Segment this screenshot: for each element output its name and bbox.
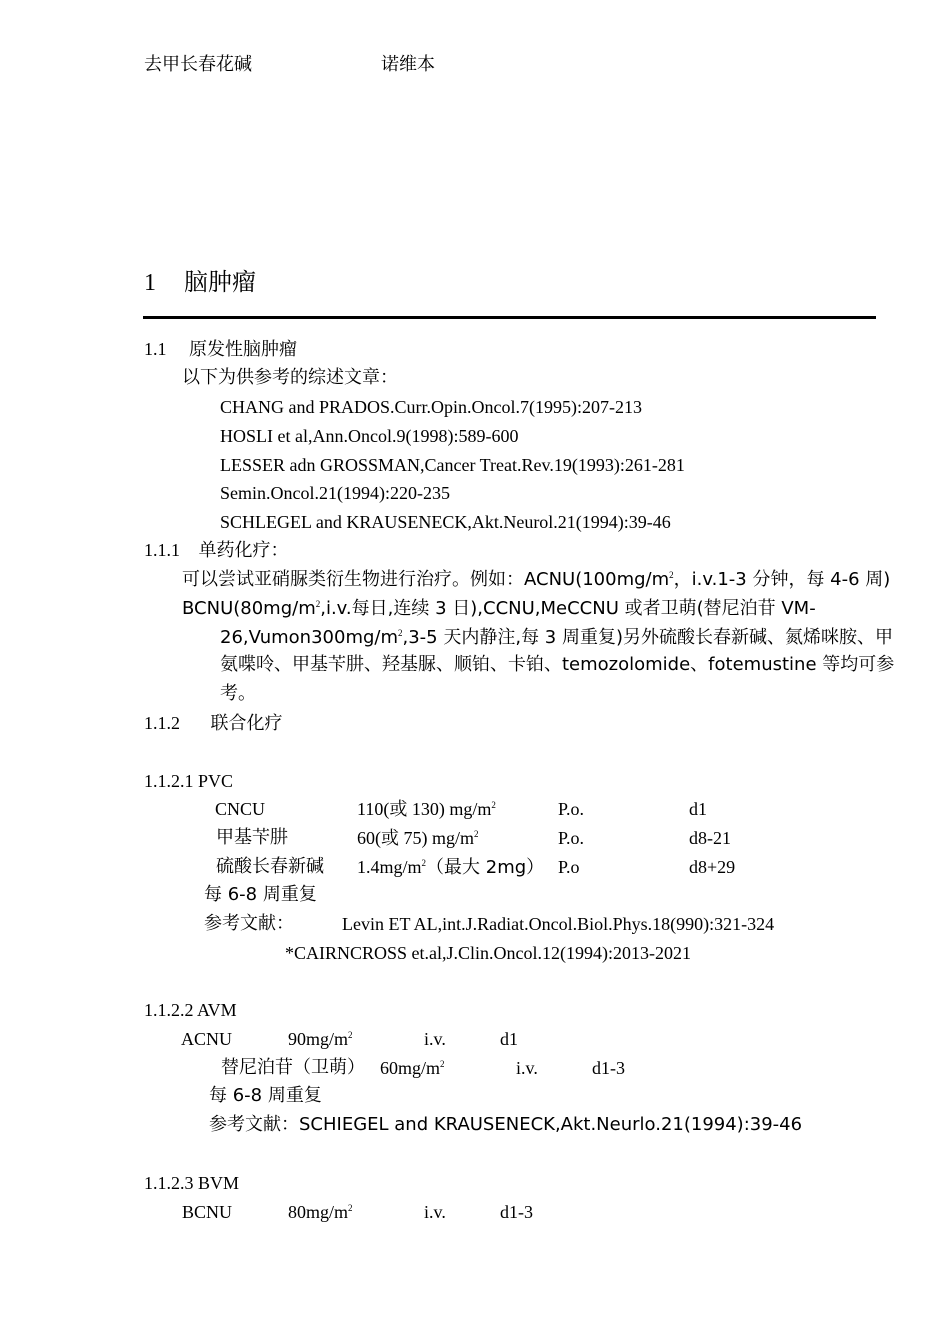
regimen-drug: BCNU [182,1202,233,1222]
single-agent-text-line: 氨喋呤、甲基苄肼、羟基脲、顺铂、卡铂、temozolomide、fotemustine 等均可参 [220,654,895,675]
heading-rule [143,316,876,319]
section-1-1-heading [144,337,297,362]
regimen-day: d8-21 [689,828,731,848]
regimen-ref: *CAIRNCROSS et.al,J.Clin.Oncol.12(1994):2013-2021 [285,943,692,963]
regimen-avm-heading: 1.1.2.2 AVM [144,1000,237,1020]
regimen-route: i.v. [516,1058,538,1078]
regimen-bvm-heading: 1.1.2.3 BVM [144,1173,240,1193]
header-right: 诺维本 [381,54,435,75]
regimen-drug: 硫酸长春新碱 [216,856,324,877]
regimen-route: i.v. [424,1029,446,1049]
regimen-drug: 替尼泊苷（卫萌） [221,1057,365,1078]
single-agent-text-line: 考。 [220,683,256,704]
section-1-1-1-heading [144,538,289,563]
chapter-number: 1 [144,270,156,296]
reference-item: Semin.Oncol.21(1994):220-235 [220,483,450,503]
regimen-dose: 60(或 75) $mg/m^2$ [357,828,479,848]
regimen-dose: $60mg/m^2$ [380,1058,445,1078]
single-agent-text-line: 可以尝试亚硝脲类衍生物进行治疗。例如：$ACNU(100mg/m^2$，i.v.1-3 分钟，每 4-6 周) [182,569,891,590]
chapter-title: 脑肿瘤 [184,268,256,296]
regimen-drug: 甲基苄肼 [216,827,288,848]
regimen-drug: ACNU [181,1029,233,1049]
regimen-day: d1-3 [500,1202,533,1222]
regimen-route: P.o. [558,799,585,819]
section-1-1-2-heading [144,711,283,736]
regimen-ref: 参考文献：SCHIEGEL and KRAUSENECK,Akt.Neurlo.21(1994):39-46 [209,1114,803,1135]
regimen-day: d1 [500,1029,518,1049]
regimen-day: d8+29 [689,857,736,877]
regimen-dose: $90mg/m^2$ [288,1029,353,1049]
regimen-route: P.o [558,857,580,877]
regimen-repeat: 每 6-8 周重复 [209,1085,322,1106]
regimen-ref-label: 参考文献： [204,913,294,934]
regimen-dose: $80mg/m^2$ [288,1202,353,1222]
regimen-ref: Levin ET AL,int.J.Radiat.Oncol.Biol.Phys.18(990):321-324 [342,914,775,934]
regimen-drug: CNCU [215,799,266,819]
reference-item: CHANG and PRADOS.Curr.Opin.Oncol.7(1995):207-213 [220,397,642,417]
section-title: 单药化疗： [198,540,289,561]
regimen-pvc-heading: 1.1.2.1 PVC [144,771,234,791]
reference-item: LESSER adn GROSSMAN,Cancer Treat.Rev.19(1993):261-281 [220,455,685,475]
regimen-dose: 110(或 130) $mg/m^2$ [357,799,496,819]
section-title: 联合化疗 [210,713,283,734]
section-number: 1.1 [144,339,167,359]
chapter-heading [144,262,256,297]
regimen-route: i.v. [424,1202,446,1222]
reference-item: HOSLI et al,Ann.Oncol.9(1998):589-600 [220,426,519,446]
regimen-day: d1 [689,799,707,819]
single-agent-text-line: $26,Vumon300mg/m^2,3-5$ 天内静注,每 3 周重复)另外硫酸长春新碱、氮烯咪胺、甲 [220,627,893,648]
section-number: 1.1.2 [144,713,180,733]
regimen-dose: $1.4mg/m^2$（最大 2mg） [357,857,545,878]
section-title: 原发性脑肿瘤 [189,339,297,360]
section-number: 1.1.1 [144,540,180,560]
reference-item: SCHLEGEL and KRAUSENECK,Akt.Neurol.21(1994):39-46 [220,512,671,532]
review-intro: 以下为供参考的综述文章： [182,367,398,388]
single-agent-text-line: $BCNU(80mg/m^2,i.v$.每日,连续 3 日),CCNU,MeCCNU 或者卫萌(替尼泊苷 VM- [182,598,816,619]
regimen-route: P.o. [558,828,585,848]
regimen-repeat: 每 6-8 周重复 [204,884,317,905]
header-left: 去甲长春花碱 [144,54,252,75]
regimen-day: d1-3 [592,1058,625,1078]
